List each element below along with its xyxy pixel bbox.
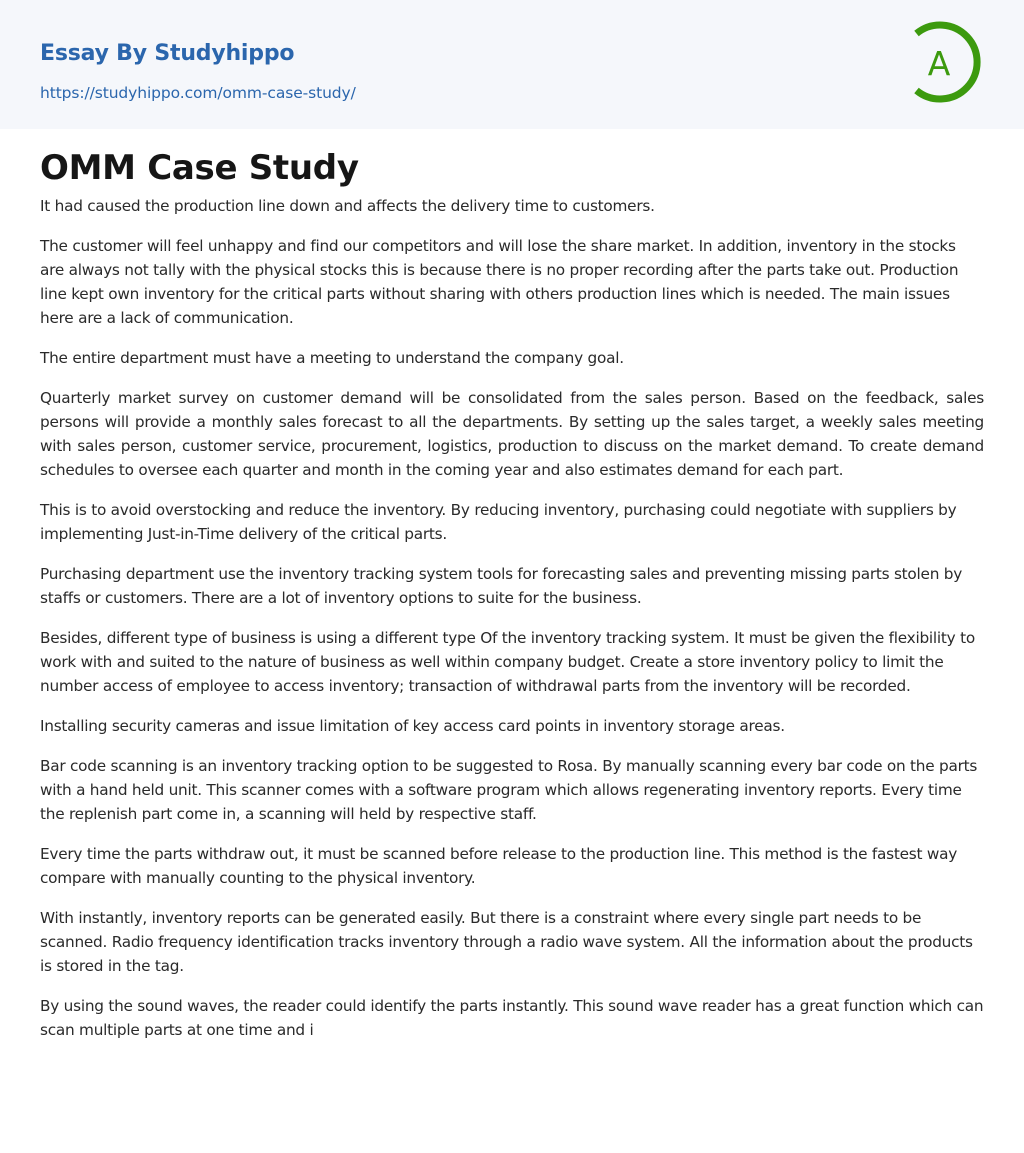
article-body bbox=[40, 194, 984, 1042]
paragraph: Quarterly market survey on customer demand will be consolidated from the sales person. Based on the feedback, sales persons will provide a monthly sales forecast to all the departments. By setting up the sales target, a weekly sales meeting with sales person, customer service, procurement, logistics, production to discuss on the market demand. To create demand schedules to oversee each quarter and month in the coming year and also estimates demand for each part. bbox=[40, 389, 984, 479]
paragraph: Installing security cameras and issue limitation of key access card points in inventory storage areas. bbox=[40, 717, 785, 735]
paragraph: The customer will feel unhappy and find our competitors and will lose the share market. In addition, inventory in the stocks are always not tally with the physical stocks this is because there is no proper recording after the parts take out. Production line kept own inventory for the critical parts without sharing with others production lines which is needed. The main issues here are a lack of communication. bbox=[40, 237, 959, 327]
essay-url-link[interactable]: https://studyhippo.com/omm-case-study/ bbox=[40, 84, 356, 102]
paragraph: By using the sound waves, the reader could identify the parts instantly. This sound wave reader has a great function which can scan multiple parts at one time and i bbox=[40, 997, 984, 1039]
paragraph: Besides, different type of business is using a different type Of the inventory tracking system. It must be given the flexibility to work with and suited to the nature of business as well within company budget. Create a store inventory policy to limit the number access of employee to access inventory; transaction of withdrawal parts from the inventory will be recorded. bbox=[40, 629, 975, 695]
page-title: OMM Case Study bbox=[40, 148, 359, 188]
paragraph: The entire department must have a meeting to understand the company goal. bbox=[40, 349, 624, 367]
brand-title[interactable]: Essay By Studyhippo bbox=[40, 41, 295, 66]
site-header bbox=[0, 0, 1024, 129]
studyhippo-logo-icon[interactable] bbox=[906, 18, 988, 106]
logo-letter: A bbox=[927, 44, 951, 83]
paragraph: This is to avoid overstocking and reduce the inventory. By reducing inventory, purchasing could negotiate with suppliers by implementing Just-in-Time delivery of the critical parts. bbox=[40, 501, 957, 543]
paragraph: Every time the parts withdraw out, it must be scanned before release to the production line. This method is the fastest way compare with manually counting to the physical inventory. bbox=[40, 845, 958, 887]
paragraph: Purchasing department use the inventory tracking system tools for forecasting sales and preventing missing parts stolen by staffs or customers. There are a lot of inventory options to suite for the business. bbox=[40, 565, 963, 607]
article bbox=[0, 129, 1024, 1042]
paragraph: With instantly, inventory reports can be generated easily. But there is a constraint where every single part needs to be scanned. Radio frequency identification tracks inventory through a radio wave system. All the information about the products is stored in the tag. bbox=[40, 909, 973, 975]
paragraph: It had caused the production line down and affects the delivery time to customers. bbox=[40, 197, 655, 215]
paragraph: Bar code scanning is an inventory tracking option to be suggested to Rosa. By manually scanning every bar code on the parts with a hand held unit. This scanner comes with a software program which allows regenerating inventory reports. Every time the replenish part come in, a scanning will held by respective staff. bbox=[40, 757, 978, 823]
